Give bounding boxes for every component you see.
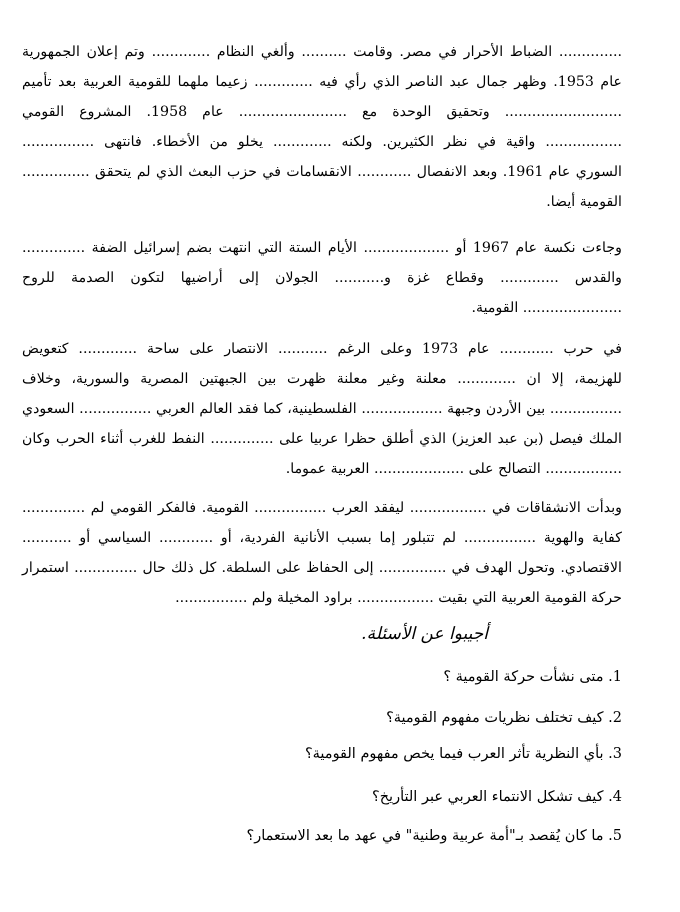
paragraph-free-officers: [22, 37, 622, 217]
text-line: للهزيمة، إلا ان ............. معلنة وغير معلنة ظهرت بين الجبهتين المصرية والسورية، وخلاف: [22, 371, 622, 387]
text-line: عام 1953. وظهر جمال عبد الناصر الذي رأي فيه ............. زعيما ملهما للقومية العربية بعد تأميم: [22, 74, 622, 90]
text-line: وجاءت نكسة عام 1967 أو ................... الأيام الستة التي انتهت بضم إسرائيل الضفة ..............: [22, 240, 622, 256]
text-line: ................. واقية في نظر الكثيرين. ولكنه ............. يخلو من الأخطاء. فانتهى ................: [22, 134, 622, 150]
question-item: 5. ما كان يُقصد بـ"أمة عربية وطنية" في عهد ما بعد الاستعمار؟: [246, 828, 622, 844]
text-line: ................. التصالح على .................... العربية عموما.: [285, 461, 622, 477]
text-line: القومية أيضا.: [546, 194, 622, 210]
questions-heading: أجيبوا عن الأسئلة.: [361, 624, 488, 644]
text-line: الملك فيصل (بن عبد العزيز) الذي أطلق حظرا عربيا على .............. النفط للغرب أثناء الحرب وكان: [22, 431, 622, 447]
paragraph-divisions: [22, 493, 622, 613]
question-item: 3. بأي النظرية تأثر العرب فيما يخص مفهوم القومية؟: [304, 746, 622, 762]
question-item: 2. كيف تختلف نظريات مفهوم القومية؟: [386, 710, 622, 726]
text-line: .............. الضباط الأحرار في مصر. وقامت .......... وألغي النظام ............. وتم إعلان الجمهورية: [22, 44, 622, 60]
text-line: حركة القومية العربية التي بقيت ................. براود المخيلة ولم ................: [175, 590, 622, 606]
text-line: وبدأت الانشقاقات في ................. ليفقد العرب ................ القومية. فالفكر القومي لم ..............: [22, 500, 622, 516]
text-line: ...................... القومية.: [471, 300, 622, 316]
text-line: كفاية والهوية ................ لم تتبلور إما بسبب الأنانية الفردية، أو ............ السياسي أو ...........: [22, 530, 622, 546]
paragraph-1967-war: [22, 233, 622, 323]
text-line: في حرب ............ عام 1973 وعلى الرغم ........... الانتصار على ساحة ............. كتعويض: [22, 341, 622, 357]
text-line: الاقتصادي. وتحول الهدف في ............... إلى الحفاظ على السلطة. كل ذلك حال .............. استمرار: [22, 560, 622, 576]
text-line: ................ بين الأردن وجبهة .................. الفلسطينية، كما فقد العالم العربي ................ السعودي: [22, 401, 622, 417]
question-item: 4. كيف تشكل الانتماء العربي عبر التأريخ؟: [372, 789, 622, 805]
paragraph-1973-war: [22, 334, 622, 484]
text-line: والقدس ............. وقطاع غزة و........... الجولان إلى أراضيها لتكون الصدمة للروح: [22, 270, 622, 286]
text-line: السوري عام 1961. وبعد الانفصال ............ الانقسامات في حزب البعث الذي لم يتحقق ...............: [22, 164, 622, 180]
question-item: 1. متى نشأت حركة القومية ؟: [443, 669, 622, 685]
text-line: .......................... وتحقيق الوحدة مع ........................ عام 1958. المشروع القومي: [22, 104, 622, 120]
